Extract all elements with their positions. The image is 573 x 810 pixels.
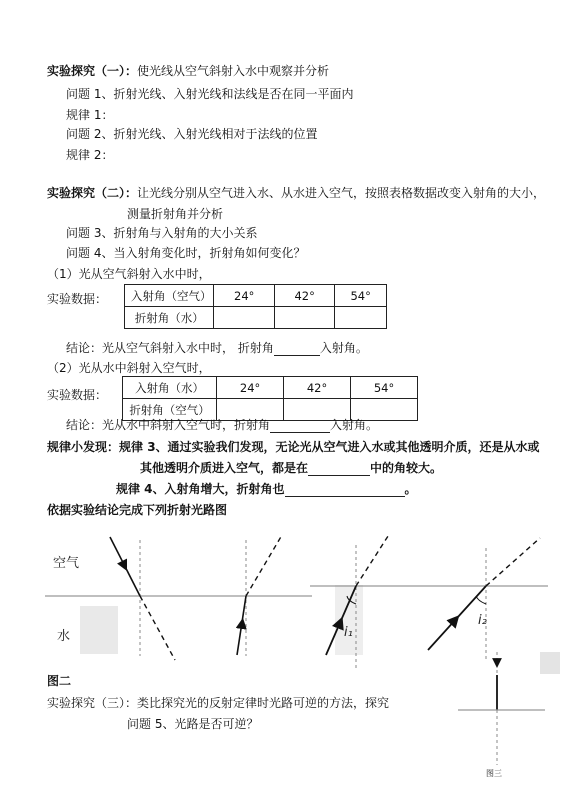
ray-arrow [124,565,126,569]
case-2-label: （2）光从水中斜射入空气时， [47,361,211,375]
data-label-1: 实验数据： [47,292,108,306]
table-cell: 24° [217,377,284,399]
case-1-label: （1）光从空气斜射入水中时， [47,267,211,281]
conclusion-2-end: 入射角。 [330,418,379,432]
table-cell: 42° [284,377,351,399]
question-4: 问题 4、当入射角变化时，折射角如何变化？ [66,246,306,260]
question-3: 问题 3、折射角与入射角的大小关系 [66,226,258,240]
rule-3-text-3: 中的角较大。 [370,461,443,475]
conclusion-1-end: 入射角。 [319,341,368,355]
figure-3 [458,652,545,765]
ray-arrow [242,620,243,624]
rule-4-end: 。 [404,482,417,496]
figure-background [80,606,118,654]
question-2: 问题 2、折射光线、入射光线相对于法线的位置 [66,127,318,141]
exp3-title: 实验探究（三）： [47,696,138,710]
exp1-desc: 使光线从空气斜射入水中观察并分析 [137,64,330,78]
rule-3-text: 规律 3、通过实验我们发现，无论光从空气进入水或其他透明介质，还是从水或 [119,440,540,454]
reflected-dashed-ray [140,596,175,660]
exp3-desc: 类比探究光的反射定律时光路可逆的方法，探究 [137,696,390,710]
exp2-title: 实验探究（二）： [47,186,138,200]
table-cell: 折射角（水） [125,307,214,329]
rule-3-text-2: 其他透明介质进入空气，都是在 [140,461,309,475]
rule-4-text: 规律 4、入射角增大，折射角也 [116,482,285,496]
table-cell: 54° [351,377,418,399]
dashed-ray [356,533,390,586]
question-1: 问题 1、折射光线、入射光线和法线是否在同一平面内 [66,87,354,101]
figure-background [335,585,363,655]
figure-3-label: 图三 [486,769,502,778]
rule-1-label: 规律 1： [66,108,114,122]
figure-2-label: 图二 [47,674,72,688]
table-cell: 54° [335,285,387,307]
table-cell: 入射角（水） [123,377,217,399]
water-label: 水 [57,629,71,644]
angle-i2-label: i₂ [478,613,487,628]
dashed-ray [486,538,540,586]
question-5: 问题 5、光路是否可逆？ [127,717,259,731]
conclusion-1-text: 结论：光从空气斜射入水中时， 折射角 [66,341,274,355]
rule-2-label: 规律 2： [66,148,114,162]
air-label: 空气 [53,556,80,571]
angle-i1-label: i₁ [344,625,353,640]
table-cell: 24° [214,285,274,307]
rules-heading: 规律小发现： [47,440,120,454]
table-cell: 42° [274,285,334,307]
conclusion-2-text: 结论：光从水中斜射入空气时，折射角 [66,418,271,432]
exp2-desc: 让光线分别从空气进入水、从水进入空气，按照表格数据改变入射角的大小， [137,186,546,200]
ray-arrow [455,617,458,620]
exp2-desc-cont: 测量折射角并分析 [127,207,224,221]
incident-ray-water [237,596,246,655]
dashed-ray [246,535,282,596]
table-cell: 入射角（空气） [125,285,214,307]
exp3-heading [47,695,389,711]
figure-background [540,652,560,674]
table-cell: 折射角（空气） [123,399,217,421]
data-label-2: 实验数据： [47,388,108,402]
angle-arc [476,596,486,604]
exp1-title: 实验探究（一）： [47,64,138,78]
task-heading: 依据实验结论完成下列折射光路图 [47,503,228,517]
